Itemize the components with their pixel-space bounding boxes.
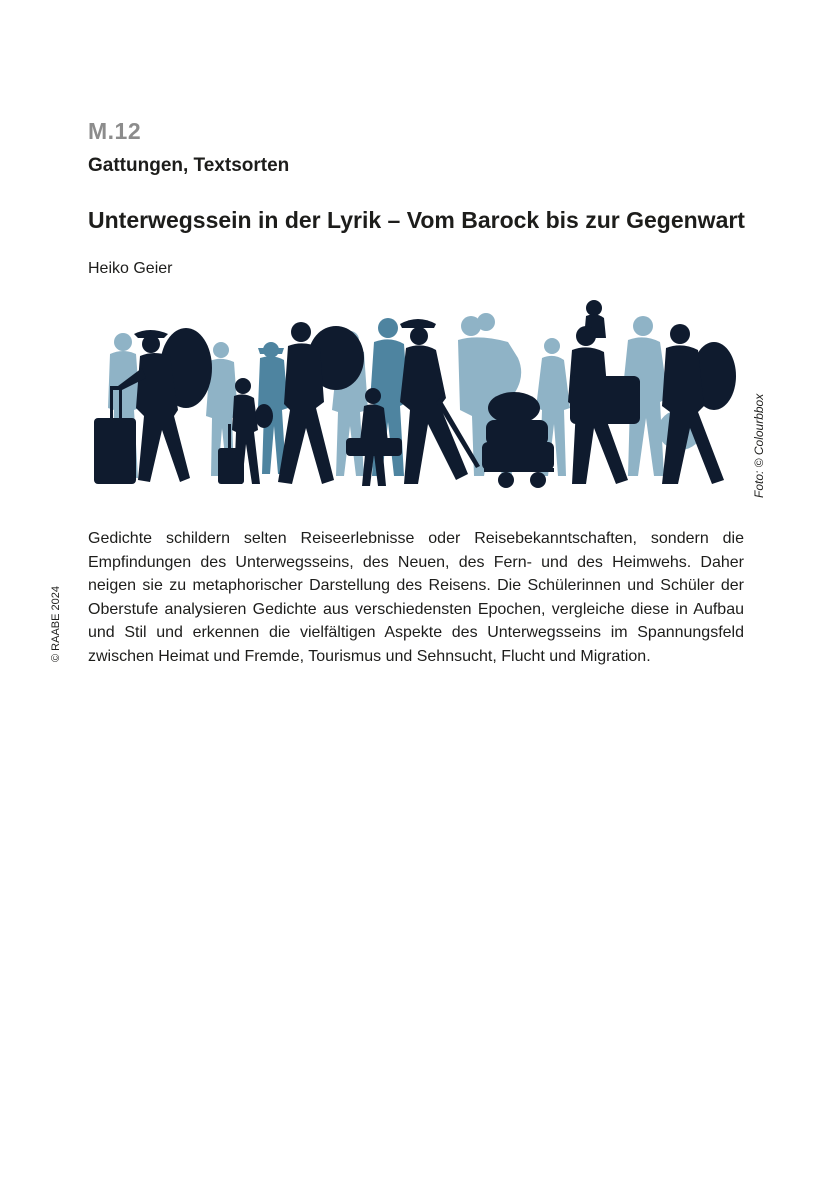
intro-paragraph: Gedichte schildern selten Reiseerlebnisse oder Reisebekanntschaften, sondern die Empfindungen des Unterwegsseins, des Neuen, des Fern- und des Heimwehs. Daher neigen sie zu metaphorischer Darstellung des Reisens. Die Schülerinnen und Schüler der Oberstufe analysieren Gedichte aus verschiedensten Epochen, vergleiche diese in Aufbau und Stil und erkennen die vielfältigen Aspekte des Unterwegsseins im Spannungsfeld zwischen Heimat und Fremde, Tourismus und Sehnsucht, Flucht und Migration. (88, 530, 744, 665)
copyright-notice: © RAABE 2024 (50, 586, 62, 662)
page-title: Unterwegssein in der Lyrik – Vom Barock bis zur Gegenwart (88, 207, 745, 233)
photo-credit: Foto: © Colourbbox (752, 393, 766, 498)
material-code: M.12 (88, 118, 142, 144)
travelers-silhouette-image (88, 298, 748, 498)
category-label: Gattungen, Textsorten (88, 155, 290, 176)
author-name: Heiko Geier (88, 260, 173, 277)
